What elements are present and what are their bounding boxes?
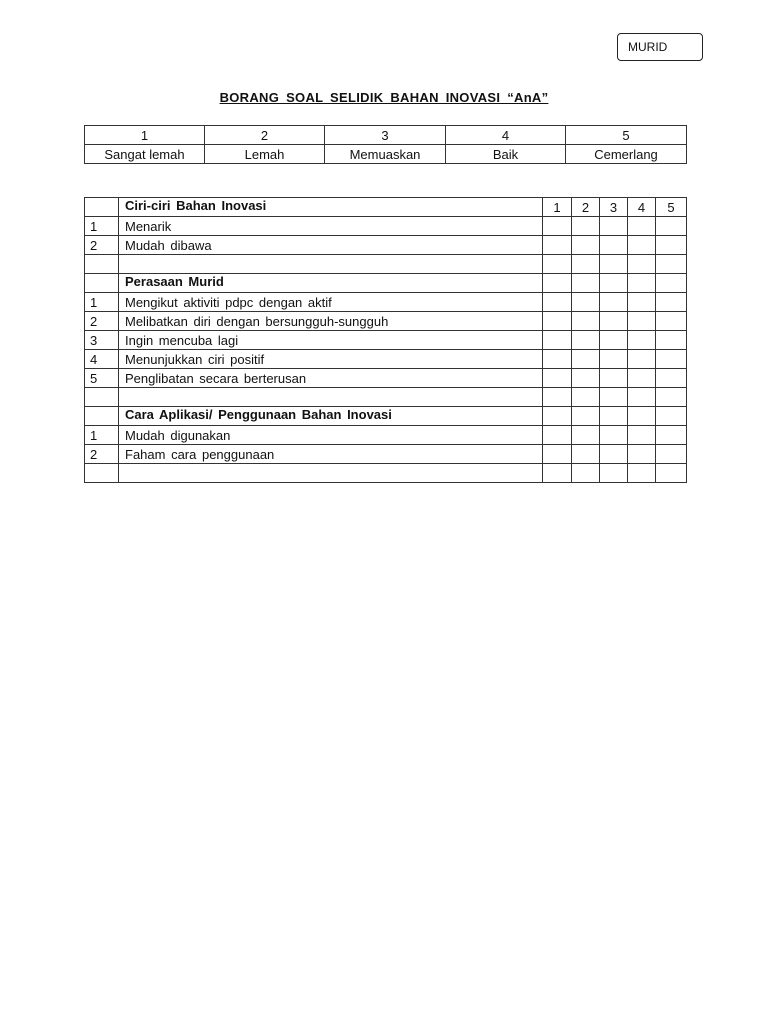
rating-cell[interactable] — [656, 426, 687, 445]
section-heading: Ciri-ciri Bahan Inovasi — [119, 198, 543, 217]
rating-column-header: 3 — [600, 198, 628, 217]
scale-label: Cemerlang — [566, 145, 687, 164]
item-statement — [119, 388, 543, 407]
rating-cell[interactable] — [572, 255, 600, 274]
item-number: 2 — [85, 236, 119, 255]
row-number-cell — [85, 388, 119, 407]
row-number-cell — [85, 464, 119, 483]
row-number-cell — [85, 255, 119, 274]
scale-number: 1 — [85, 126, 205, 145]
scale-label: Memuaskan — [325, 145, 446, 164]
blank-row — [85, 464, 687, 483]
item-statement: Melibatkan diri dengan bersungguh-sungguh — [119, 312, 543, 331]
rating-column-header: 4 — [628, 198, 656, 217]
item-number: 1 — [85, 426, 119, 445]
survey-item-row — [85, 426, 687, 445]
rating-cell[interactable] — [600, 388, 628, 407]
rating-cell[interactable] — [628, 236, 656, 255]
rating-cell[interactable] — [600, 331, 628, 350]
rating-cell[interactable] — [600, 293, 628, 312]
rating-cell[interactable] — [543, 293, 572, 312]
rating-cell[interactable] — [600, 312, 628, 331]
rating-cell[interactable] — [628, 464, 656, 483]
page-title: BORANG SOAL SELIDIK BAHAN INOVASI “AnA” — [219, 90, 549, 105]
item-statement: Menarik — [119, 217, 543, 236]
rating-cell[interactable] — [572, 293, 600, 312]
rating-cell[interactable] — [572, 312, 600, 331]
rating-cell[interactable] — [628, 445, 656, 464]
section-heading: Perasaan Murid — [119, 274, 543, 293]
rating-cell[interactable] — [628, 426, 656, 445]
rating-cell[interactable] — [628, 255, 656, 274]
rating-cell[interactable] — [543, 388, 572, 407]
scale-number: 3 — [325, 126, 446, 145]
survey-item-row — [85, 236, 687, 255]
rating-cell[interactable] — [543, 217, 572, 236]
section-heading-row — [85, 407, 687, 426]
survey-item-row — [85, 369, 687, 388]
rating-cell[interactable] — [656, 350, 687, 369]
survey-table — [84, 197, 687, 483]
rating-cell[interactable] — [628, 312, 656, 331]
rating-cell[interactable] — [600, 236, 628, 255]
row-number-cell — [85, 198, 119, 217]
rating-cell[interactable] — [543, 407, 572, 426]
scale-label-row — [85, 145, 687, 164]
item-statement: Mudah dibawa — [119, 236, 543, 255]
item-number: 4 — [85, 350, 119, 369]
rating-cell[interactable] — [600, 426, 628, 445]
rating-cell[interactable] — [656, 388, 687, 407]
item-statement: Mengikut aktiviti pdpc dengan aktif — [119, 293, 543, 312]
rating-cell[interactable] — [600, 407, 628, 426]
item-number: 1 — [85, 293, 119, 312]
blank-row — [85, 388, 687, 407]
rating-cell[interactable] — [656, 464, 687, 483]
item-statement: Faham cara penggunaan — [119, 445, 543, 464]
rating-cell[interactable] — [543, 369, 572, 388]
rating-column-header: 1 — [543, 198, 572, 217]
survey-item-row — [85, 350, 687, 369]
item-number: 1 — [85, 217, 119, 236]
rating-cell[interactable] — [543, 274, 572, 293]
survey-item-row — [85, 445, 687, 464]
rating-cell[interactable] — [600, 350, 628, 369]
rating-cell[interactable] — [572, 369, 600, 388]
survey-item-row — [85, 331, 687, 350]
rating-cell[interactable] — [600, 464, 628, 483]
scale-number: 2 — [205, 126, 325, 145]
section-heading-row — [85, 198, 687, 217]
respondent-badge: MURID — [617, 33, 703, 61]
rating-cell[interactable] — [656, 236, 687, 255]
scale-number: 5 — [566, 126, 687, 145]
rating-cell[interactable] — [628, 407, 656, 426]
scale-label: Lemah — [205, 145, 325, 164]
rating-cell[interactable] — [572, 350, 600, 369]
rating-cell[interactable] — [572, 407, 600, 426]
rating-cell[interactable] — [572, 464, 600, 483]
rating-cell[interactable] — [543, 350, 572, 369]
rating-cell[interactable] — [656, 217, 687, 236]
rating-cell[interactable] — [600, 217, 628, 236]
rating-cell[interactable] — [628, 350, 656, 369]
rating-cell[interactable] — [656, 274, 687, 293]
rating-cell[interactable] — [600, 445, 628, 464]
rating-cell[interactable] — [656, 331, 687, 350]
row-number-cell — [85, 407, 119, 426]
item-number: 2 — [85, 312, 119, 331]
rating-cell[interactable] — [656, 255, 687, 274]
rating-cell[interactable] — [572, 445, 600, 464]
rating-cell[interactable] — [628, 388, 656, 407]
rating-cell[interactable] — [656, 369, 687, 388]
rating-scale-table — [84, 125, 687, 164]
rating-cell[interactable] — [543, 312, 572, 331]
item-statement: Penglibatan secara berterusan — [119, 369, 543, 388]
rating-cell[interactable] — [656, 445, 687, 464]
scale-number: 4 — [446, 126, 566, 145]
rating-cell[interactable] — [600, 274, 628, 293]
survey-item-row — [85, 312, 687, 331]
survey-item-row — [85, 217, 687, 236]
section-heading: Cara Aplikasi/ Penggunaan Bahan Inovasi — [119, 407, 543, 426]
rating-cell[interactable] — [543, 255, 572, 274]
item-statement: Menunjukkan ciri positif — [119, 350, 543, 369]
item-number: 2 — [85, 445, 119, 464]
scale-number-row — [85, 126, 687, 145]
rating-cell[interactable] — [656, 312, 687, 331]
section-heading-row — [85, 274, 687, 293]
rating-cell[interactable] — [572, 388, 600, 407]
rating-cell[interactable] — [628, 369, 656, 388]
scale-label: Baik — [446, 145, 566, 164]
row-number-cell — [85, 274, 119, 293]
rating-cell[interactable] — [628, 331, 656, 350]
rating-cell[interactable] — [543, 464, 572, 483]
rating-cell[interactable] — [543, 426, 572, 445]
rating-cell[interactable] — [543, 236, 572, 255]
rating-column-header: 5 — [656, 198, 687, 217]
blank-row — [85, 255, 687, 274]
rating-cell[interactable] — [572, 274, 600, 293]
item-number: 5 — [85, 369, 119, 388]
item-number: 3 — [85, 331, 119, 350]
rating-cell[interactable] — [572, 426, 600, 445]
rating-column-header: 2 — [572, 198, 600, 217]
rating-cell[interactable] — [628, 293, 656, 312]
item-statement: Ingin mencuba lagi — [119, 331, 543, 350]
survey-item-row — [85, 293, 687, 312]
scale-label: Sangat lemah — [85, 145, 205, 164]
rating-cell[interactable] — [600, 369, 628, 388]
rating-cell[interactable] — [572, 236, 600, 255]
rating-cell[interactable] — [543, 445, 572, 464]
rating-cell[interactable] — [600, 255, 628, 274]
rating-cell[interactable] — [572, 217, 600, 236]
rating-cell[interactable] — [543, 331, 572, 350]
rating-cell[interactable] — [572, 331, 600, 350]
item-statement — [119, 464, 543, 483]
rating-cell[interactable] — [656, 293, 687, 312]
rating-cell[interactable] — [656, 407, 687, 426]
item-statement — [119, 255, 543, 274]
rating-cell[interactable] — [628, 274, 656, 293]
item-statement: Mudah digunakan — [119, 426, 543, 445]
rating-cell[interactable] — [628, 217, 656, 236]
